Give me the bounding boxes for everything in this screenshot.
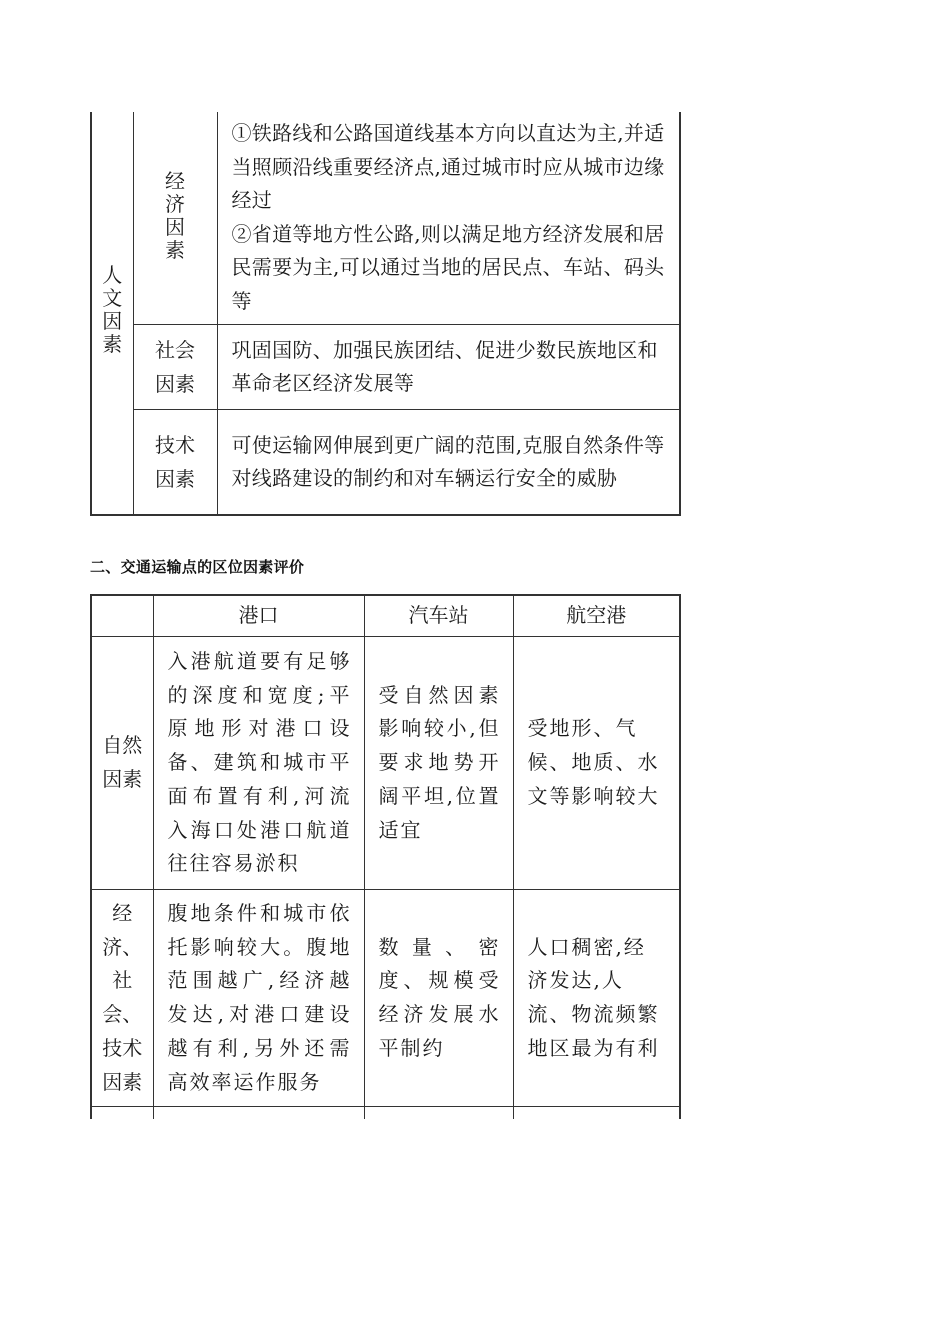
continuation-cell	[153, 1107, 364, 1120]
economic-text-cell	[217, 112, 680, 325]
natural-bus-cell: 受自然因素影响较小,但要求地势开阔平坦,位置适宜	[364, 637, 513, 890]
continuation-cell	[364, 1107, 513, 1120]
economic-airport-cell: 人口稠密,经济发达,人流、物流频繁地区最为有利	[513, 890, 680, 1107]
row-label-economic-2: 社会、	[102, 968, 143, 1027]
row-label-natural	[91, 637, 153, 890]
natural-airport-cell: 受地形、气候、地质、水文等影响较大	[513, 637, 680, 890]
row-label-economic-4: 因素	[102, 1069, 143, 1094]
factor-label-tech-1: 技术	[155, 433, 195, 457]
social-text: 巩固国防、加强民族团结、促进少数民族地区和革命老区经济发展等	[231, 337, 658, 395]
economic-port-cell: 腹地条件和城市依托影响较大。腹地范围越广,经济越发达,对港口建设越有利,另外还需高效率运作服务	[153, 890, 364, 1107]
row-label-natural-2: 因素	[102, 767, 143, 791]
factor-table-human	[90, 112, 681, 516]
header-airport: 航空港	[513, 595, 680, 637]
row-label-natural-1: 自然	[102, 733, 143, 758]
social-text-cell	[217, 325, 680, 410]
factor-cell-economic	[133, 112, 217, 325]
factor-label-tech-2: 因素	[155, 467, 195, 491]
transport-point-table	[90, 594, 681, 1119]
tech-text-cell	[217, 410, 680, 516]
category-label: 人文因素	[102, 263, 123, 357]
header-bus-station: 汽车站	[364, 595, 513, 637]
natural-port-cell: 入港航道要有足够的深度和宽度;平原地形对港口设备、建筑和城市平面布置有利,河流入海口处港口航道往往容易淤积	[153, 637, 364, 890]
header-blank	[91, 595, 153, 637]
category-cell	[91, 112, 133, 515]
tech-text: 可使运输网伸展到更广阔的范围,克服自然条件等对线路建设的制约和对车辆运行安全的威胁	[231, 432, 665, 490]
economic-paragraph-1: ①铁路线和公路国道线基本方向以直达为主,并适当照顾沿线重要经济点,通过城市时应从城市边缘经过	[231, 121, 665, 212]
factor-label-social-1: 社会	[155, 338, 195, 362]
continuation-cell	[91, 1107, 153, 1120]
factor-label-social-2: 因素	[155, 372, 195, 396]
economic-paragraph-2: ②省道等地方性公路,则以满足地方经济发展和居民需要为主,可以通过当地的居民点、车站、码头等	[231, 221, 665, 313]
factor-cell-social	[133, 325, 217, 410]
row-label-economic-1: 经济、	[102, 901, 143, 959]
continuation-cell	[513, 1107, 680, 1120]
header-port: 港口	[153, 595, 364, 637]
row-label-economic	[91, 890, 153, 1107]
factor-cell-tech	[133, 410, 217, 516]
section-heading: 二、交通运输点的区位因素评价	[90, 558, 305, 576]
row-label-economic-3: 技术	[102, 1035, 143, 1060]
factor-label-economic: 经济因素	[165, 168, 185, 262]
economic-bus-cell: 数量、密度、规模受经济发展水平制约	[364, 890, 513, 1107]
